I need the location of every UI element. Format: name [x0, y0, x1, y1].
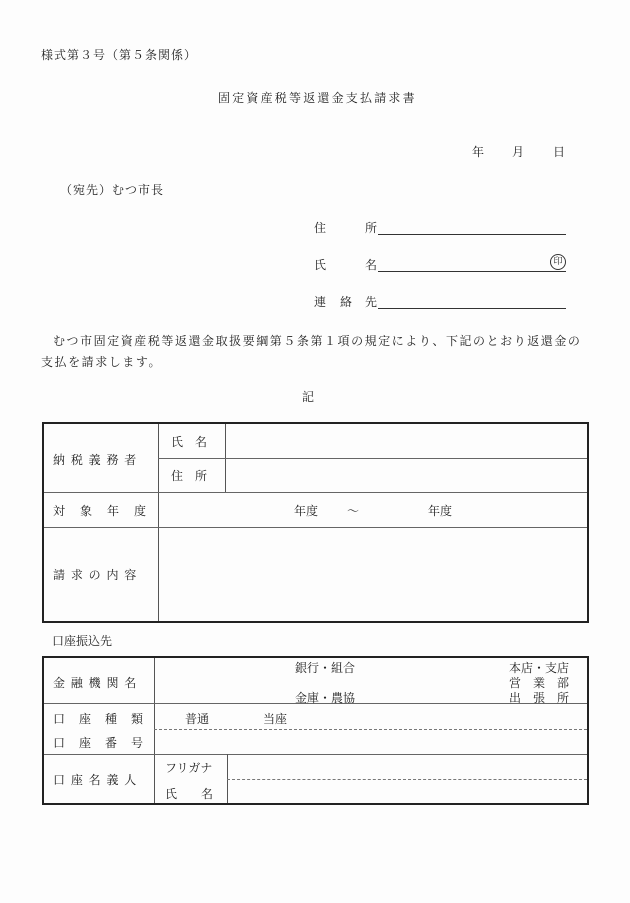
transfer-heading: 口座振込先 [52, 634, 113, 648]
holder-name-field[interactable] [228, 780, 587, 803]
tilde: ～ [347, 504, 360, 518]
date-year-label: 年 [472, 145, 485, 159]
request-content-label: 請 求 の 内 容 [53, 568, 138, 582]
contact-input-line[interactable] [378, 308, 566, 309]
name-input-line[interactable] [378, 271, 566, 272]
taxpayer-name-field[interactable] [226, 425, 587, 457]
date-day-label: 日 [553, 145, 566, 159]
addressee: （宛先）むつ市長 [60, 183, 165, 197]
applicant-contact-row [314, 293, 566, 313]
branch-type-sub[interactable]: 出 張 所 [509, 691, 570, 705]
request-table [42, 422, 589, 623]
year-from-suffix: 年度 [294, 504, 319, 518]
seal-icon: 印 [550, 254, 566, 270]
taxpayer-address-field[interactable] [226, 459, 587, 491]
row-divider [44, 492, 587, 493]
date-month-label: 月 [512, 145, 525, 159]
branch-type-office[interactable]: 営 業 部 [509, 676, 570, 690]
bank-account-table [42, 656, 589, 805]
target-year-label: 対 象 年 度 [53, 504, 148, 518]
taxpayer-address-label: 住 所 [171, 469, 208, 483]
name-label-1: 氏 [314, 258, 327, 272]
account-type-ordinary[interactable]: 普通 [185, 712, 210, 726]
address-label-1: 住 [314, 221, 327, 235]
holder-name-label: 氏 名 [165, 787, 214, 801]
applicant-name-row [314, 256, 566, 276]
account-number-label: 口 座 番 号 [53, 736, 145, 750]
contact-label-3: 先 [365, 295, 378, 309]
bank-union-option[interactable]: 銀行・組合 [295, 661, 356, 675]
contact-label-1: 連 [314, 295, 327, 309]
credit-agri-option[interactable]: 金庫・農協 [295, 691, 356, 705]
furigana-label: フリガナ [165, 761, 213, 775]
year-to-suffix: 年度 [428, 504, 453, 518]
name-label-2: 名 [365, 258, 378, 272]
request-content-field[interactable] [159, 528, 587, 621]
taxpayer-label: 納 税 義 務 者 [53, 453, 138, 467]
request-statement: むつ市固定資産税等返還金取扱要綱第５条第１項の規定により、下記のとおり返還金の支払を請求します。 [41, 334, 582, 369]
address-input-line[interactable] [378, 234, 566, 235]
furigana-field[interactable] [228, 755, 587, 778]
account-type-label: 口 座 種 類 [53, 712, 145, 726]
applicant-address-row [314, 219, 566, 239]
branch-type-main[interactable]: 本店・支店 [509, 661, 570, 675]
account-type-current[interactable]: 当座 [263, 712, 288, 726]
account-number-field[interactable] [155, 730, 587, 753]
document-title: 固定資産税等返還金支払請求書 [218, 91, 417, 105]
contact-label-2: 絡 [340, 295, 353, 309]
address-label-2: 所 [365, 221, 378, 235]
holder-label: 口 座 名 義 人 [53, 773, 138, 787]
ki-heading: 記 [302, 390, 315, 404]
form-number: 様式第３号（第５条関係） [41, 48, 198, 62]
taxpayer-name-label: 氏 名 [171, 435, 208, 449]
institution-label: 金 融 機 関 名 [53, 676, 138, 690]
